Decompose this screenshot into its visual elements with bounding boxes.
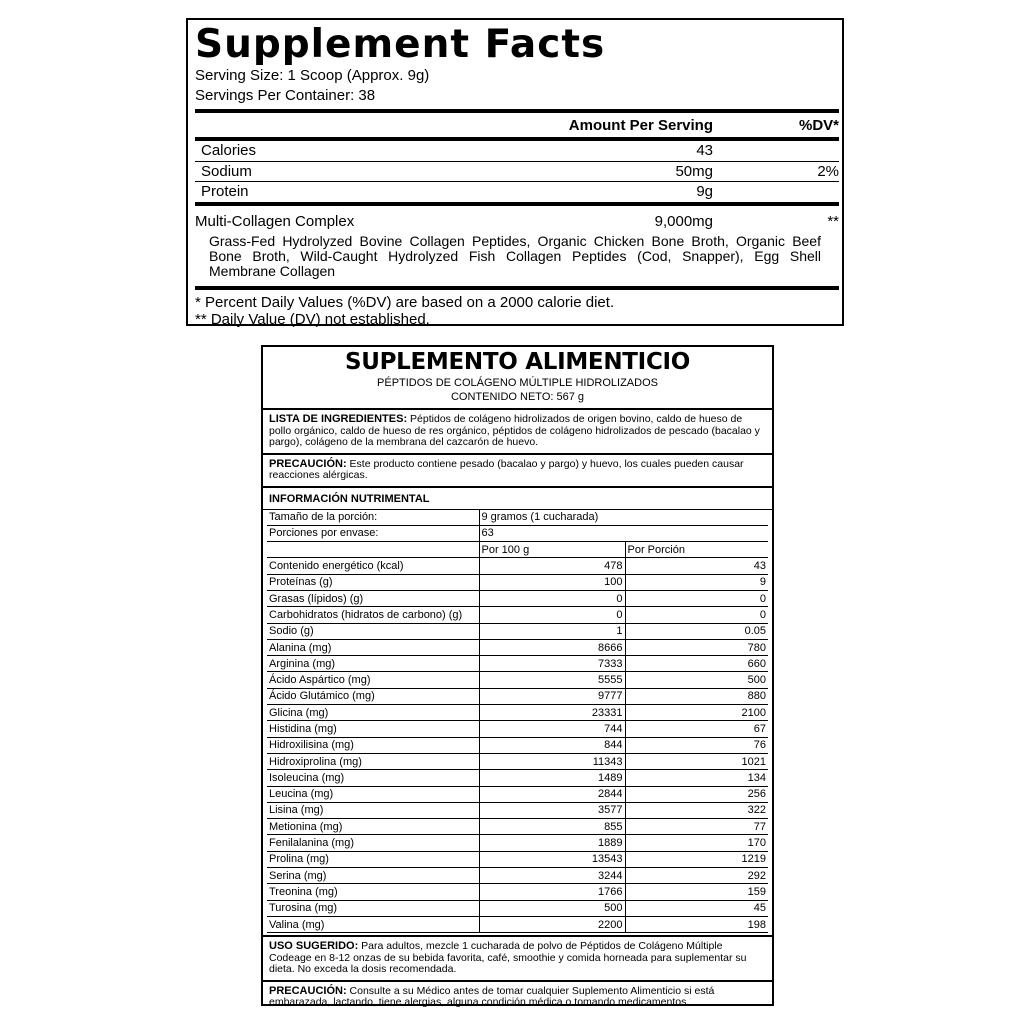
- table-row: [267, 525, 768, 541]
- nutrient-dv: 2%: [817, 162, 839, 180]
- value-per-portion: 322: [625, 802, 768, 818]
- nutrient-name: Alanina (mg): [267, 639, 479, 655]
- table-row: [267, 884, 768, 900]
- es-net-content: CONTENIDO NETO: 567 g: [450, 391, 585, 403]
- table-row: [267, 672, 768, 688]
- table-row: [267, 590, 768, 606]
- table-row: [267, 770, 768, 786]
- table-row: [267, 639, 768, 655]
- table-row: [267, 510, 768, 526]
- value-per-portion: 500: [625, 672, 768, 688]
- es-title: SUPLEMENTO ALIMENTICIO: [344, 349, 691, 375]
- value-per-100g: 2844: [479, 786, 625, 802]
- value-per-100g: 100: [479, 574, 625, 590]
- value-per-100g: 3577: [479, 802, 625, 818]
- es-subtitle: PÉPTIDOS DE COLÁGENO MÚLTIPLE HIDROLIZADOS: [377, 377, 658, 389]
- value-per-100g: 13543: [479, 851, 625, 867]
- nutrient-amount: 9g: [696, 183, 713, 201]
- ingredients-text: Péptidos de colágeno hidrolizados de origen bovino, caldo de hueso de pollo orgánico, caldo de hueso de res orgánico, péptidos de colágeno hidrolizados de pescado (bacalao y pargo), colágeno de la membrana del cazcarón de huevo.: [269, 413, 760, 448]
- nutrition-table: [267, 510, 768, 934]
- value-per-100g: 11343: [479, 753, 625, 769]
- table-row: [267, 835, 768, 851]
- value-per-100g: 844: [479, 737, 625, 753]
- value-per-portion: 256: [625, 786, 768, 802]
- ingredients-label: LISTA DE INGREDIENTES:: [269, 413, 408, 425]
- col-per-portion: Por Porción: [625, 542, 768, 558]
- col-dv-header: %DV*: [798, 116, 839, 134]
- nutrient-name: Hidroxiprolina (mg): [267, 753, 479, 769]
- value-per-100g: 3244: [479, 868, 625, 884]
- nutrient-name: Calories: [201, 142, 257, 160]
- value-per-100g: 855: [479, 819, 625, 835]
- nutrient-name: Serina (mg): [267, 868, 479, 884]
- col-amount-header: Amount Per Serving: [568, 116, 713, 134]
- nutrition-heading: INFORMACIÓN NUTRIMENTAL: [269, 492, 430, 505]
- complex-name: Multi-Collagen Complex: [195, 212, 355, 230]
- nutrient-name: Lisina (mg): [267, 802, 479, 818]
- nutrient-name: Turosina (mg): [267, 900, 479, 916]
- footnote-dv: * Percent Daily Values (%DV) are based on a 2000 calorie diet.: [195, 293, 615, 311]
- complex-description: Grass-Fed Hydrolyzed Bovine Collagen Peptides, Organic Chicken Bone Broth, Organic Beef Bone Broth, Wild-Caught Hydrolyzed Fish Collagen Peptides (Cod, Snapper), Egg Shell Membrane Collagen: [209, 232, 821, 279]
- table-header-row: [267, 542, 768, 558]
- table-row: [267, 900, 768, 916]
- table-row: [267, 558, 768, 574]
- value-per-100g: 8666: [479, 639, 625, 655]
- nutrient-name: Prolina (mg): [267, 851, 479, 867]
- value-per-portion: 170: [625, 835, 768, 851]
- caution-allergy-block: [267, 455, 768, 486]
- nutrient-name: Proteínas (g): [267, 574, 479, 590]
- table-row: [267, 753, 768, 769]
- value-per-100g: 0: [479, 607, 625, 623]
- table-row: [267, 868, 768, 884]
- table-row: [267, 574, 768, 590]
- ingredients-block: [267, 410, 768, 453]
- complex-dv: **: [827, 212, 839, 230]
- complex-amount: 9,000mg: [654, 212, 713, 230]
- nutrient-name: Valina (mg): [267, 916, 479, 932]
- nutrient-name: Sodio (g): [267, 623, 479, 639]
- servings-value: 63: [479, 525, 768, 541]
- nutrient-name: Treonina (mg): [267, 884, 479, 900]
- value-per-portion: 0.05: [625, 623, 768, 639]
- facts-row: [195, 182, 839, 202]
- serving-size: Serving Size: 1 Scoop (Approx. 9g): [195, 67, 430, 84]
- usage-block: [267, 937, 768, 980]
- value-per-portion: 292: [625, 868, 768, 884]
- value-per-100g: 2200: [479, 916, 625, 932]
- facts-title: Supplement Facts: [195, 22, 606, 67]
- value-per-portion: 660: [625, 656, 768, 672]
- nutrient-name: Protein: [201, 183, 249, 201]
- table-row: [267, 819, 768, 835]
- value-per-portion: 880: [625, 688, 768, 704]
- nutrient-name: Isoleucina (mg): [267, 770, 479, 786]
- nutrient-name: Metionina (mg): [267, 819, 479, 835]
- value-per-portion: 76: [625, 737, 768, 753]
- facts-row: [195, 141, 839, 162]
- value-per-portion: 159: [625, 884, 768, 900]
- caution-text: Consulte a su Médico antes de tomar cualquier Suplemento Alimenticio si está embarazada, lactando, tiene alergias, alguna condición médica o tomando medicamentos.: [269, 984, 715, 1009]
- nutrition-rows: [267, 558, 768, 933]
- value-per-100g: 1889: [479, 835, 625, 851]
- servings-label: Porciones por envase:: [267, 525, 479, 541]
- usage-text: Para adultos, mezcle 1 cucharada de polvo de Péptidos de Colágeno Múltiple Codeage en 8-12 onzas de su bebida favorita, café, smoothie y comida horneada para suplementar su dieta. No exceda la dosis recomendada.: [269, 940, 747, 976]
- suplemento-panel: [261, 345, 774, 1009]
- caution-label: PRECAUCIÓN:: [269, 984, 347, 997]
- nutrient-name: Grasas (lípidos) (g): [267, 590, 479, 606]
- caution-medical-block: [267, 982, 768, 1013]
- facts-header-row: [195, 113, 839, 137]
- table-row: [267, 802, 768, 818]
- table-row: [267, 721, 768, 737]
- table-row: [267, 851, 768, 867]
- value-per-100g: 478: [479, 558, 625, 574]
- nutrient-name: Carbohidratos (hidratos de carbono) (g): [267, 607, 479, 623]
- facts-row: [195, 162, 839, 183]
- value-per-portion: 77: [625, 819, 768, 835]
- value-per-portion: 134: [625, 770, 768, 786]
- value-per-portion: 0: [625, 607, 768, 623]
- caution-label: PRECAUCIÓN:: [269, 457, 347, 470]
- portion-value: 9 gramos (1 cucharada): [479, 510, 768, 526]
- value-per-portion: 0: [625, 590, 768, 606]
- supplement-facts-panel: [186, 18, 844, 326]
- table-row: [267, 786, 768, 802]
- value-per-portion: 198: [625, 916, 768, 932]
- nutrient-amount: 50mg: [675, 162, 713, 180]
- value-per-portion: 1021: [625, 753, 768, 769]
- nutrient-name: Leucina (mg): [267, 786, 479, 802]
- value-per-100g: 23331: [479, 705, 625, 721]
- servings-per-container: Servings Per Container: 38: [195, 87, 376, 104]
- value-per-portion: 9: [625, 574, 768, 590]
- table-row: [267, 705, 768, 721]
- nutrient-name: Contenido energético (kcal): [267, 558, 479, 574]
- footnote-dv-not-established: ** Daily Value (DV) not established.: [195, 310, 430, 328]
- value-per-portion: 67: [625, 721, 768, 737]
- value-per-100g: 9777: [479, 688, 625, 704]
- table-row: [267, 656, 768, 672]
- value-per-portion: 780: [625, 639, 768, 655]
- complex-row: [195, 206, 839, 230]
- value-per-portion: 43: [625, 558, 768, 574]
- nutrient-name: Fenilalanina (mg): [267, 835, 479, 851]
- table-row: [267, 607, 768, 623]
- nutrient-name: Ácido Glutámico (mg): [267, 688, 479, 704]
- value-per-100g: 7333: [479, 656, 625, 672]
- value-per-100g: 0: [479, 590, 625, 606]
- value-per-100g: 5555: [479, 672, 625, 688]
- nutrient-name: Arginina (mg): [267, 656, 479, 672]
- table-row: [267, 916, 768, 932]
- nutrient-name: Sodium: [201, 162, 252, 180]
- value-per-100g: 500: [479, 900, 625, 916]
- caution-text: Este producto contiene pesado (bacalao y pargo) y huevo, los cuales pueden causar reacciones alérgicas.: [269, 457, 744, 481]
- value-per-100g: 1766: [479, 884, 625, 900]
- nutrient-name: Histidina (mg): [267, 721, 479, 737]
- table-row: [267, 623, 768, 639]
- nutrient-name: Ácido Aspártico (mg): [267, 672, 479, 688]
- col-per-100g: Por 100 g: [479, 542, 625, 558]
- table-row: [267, 737, 768, 753]
- value-per-portion: 45: [625, 900, 768, 916]
- nutrient-name: Hidroxilisina (mg): [267, 737, 479, 753]
- value-per-100g: 744: [479, 721, 625, 737]
- usage-label: USO SUGERIDO:: [269, 940, 359, 953]
- nutrient-name: Glicina (mg): [267, 705, 479, 721]
- nutrient-amount: 43: [696, 142, 713, 160]
- value-per-portion: 1219: [625, 851, 768, 867]
- value-per-100g: 1489: [479, 770, 625, 786]
- table-row: [267, 688, 768, 704]
- value-per-100g: 1: [479, 623, 625, 639]
- portion-label: Tamaño de la porción:: [267, 510, 479, 526]
- value-per-portion: 2100: [625, 705, 768, 721]
